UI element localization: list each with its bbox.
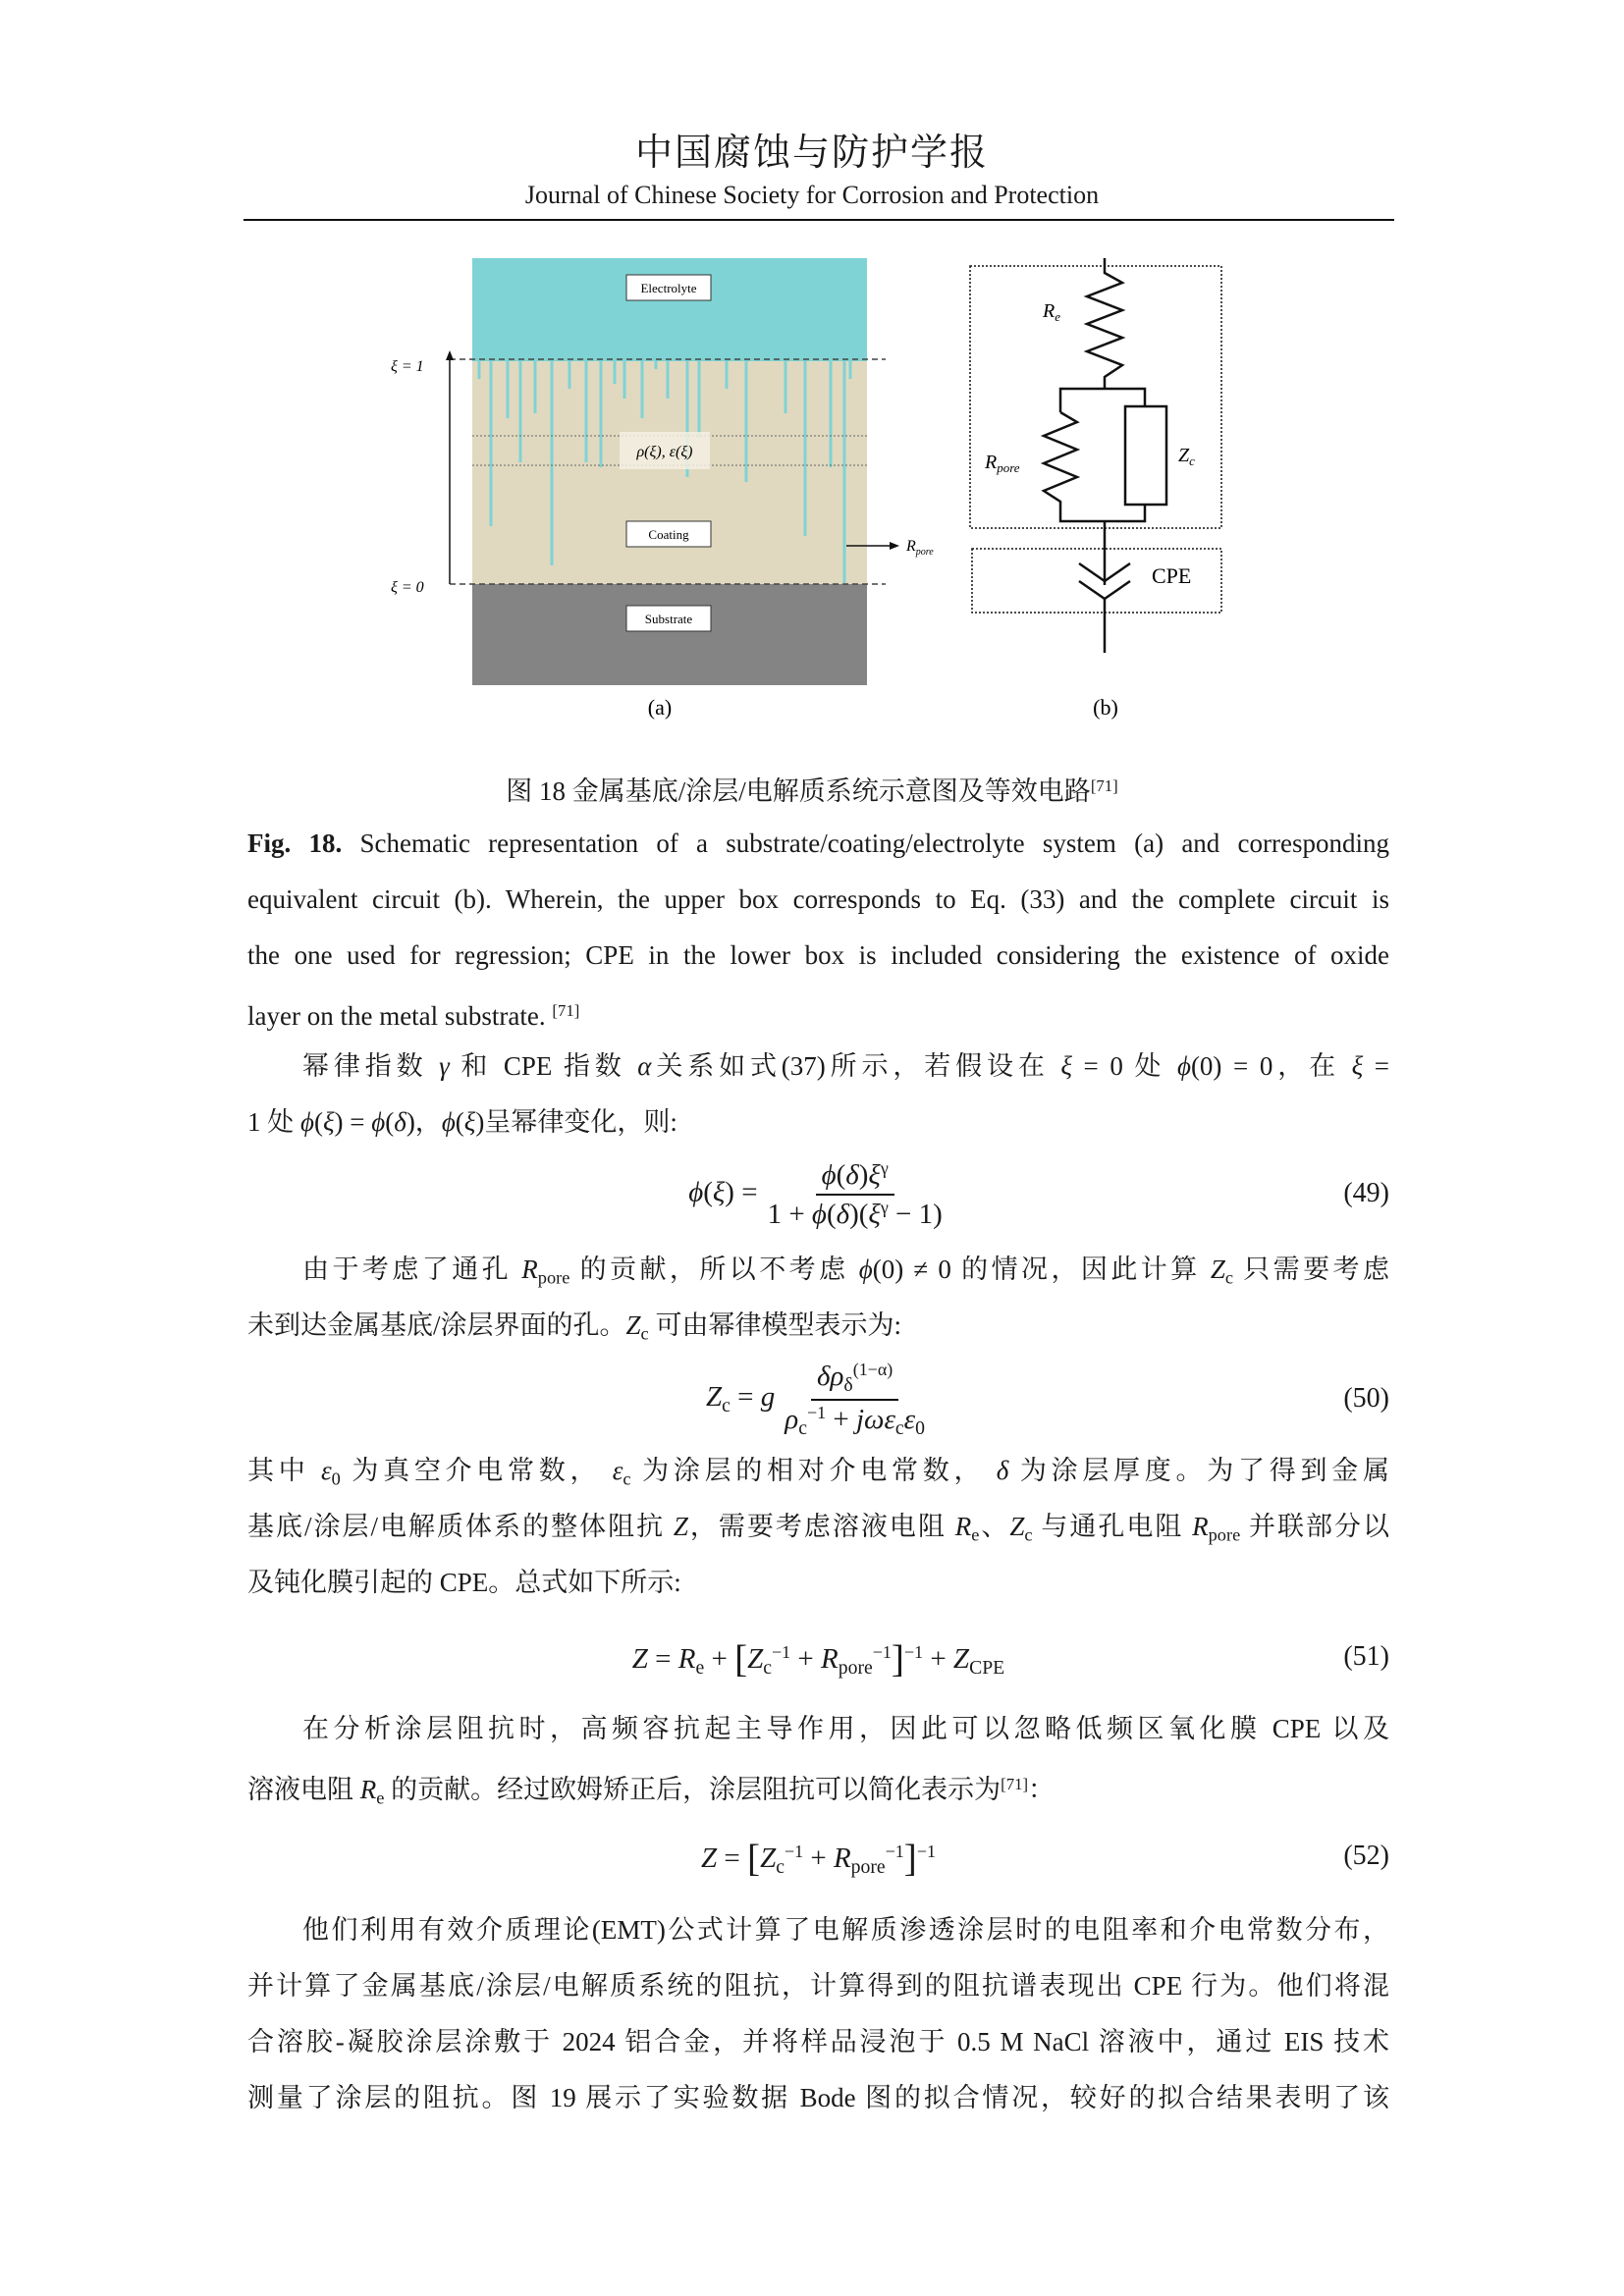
text-run: )， xyxy=(406,1107,442,1137)
paragraph-line xyxy=(247,1969,1389,2002)
math-symbol: ξ xyxy=(1060,1051,1072,1081)
superscript: (1−α) xyxy=(852,1360,893,1379)
subscript: c xyxy=(763,1657,773,1679)
rpore-label-b: $R_{pore}$ xyxy=(985,452,1020,475)
subscript: pore xyxy=(850,1856,886,1878)
paragraph-line xyxy=(247,1768,1389,1815)
subscript: 0 xyxy=(331,1468,341,1489)
figure-caption-en-line xyxy=(247,938,1389,972)
equation-lhs xyxy=(688,1177,757,1208)
equation-number: (51) xyxy=(1343,1641,1389,1672)
text-run: + xyxy=(923,1643,953,1676)
text-run: + xyxy=(826,1403,856,1435)
math-symbol: Z xyxy=(747,1643,764,1676)
subscript: e xyxy=(376,1788,385,1808)
math-symbol: ϕ xyxy=(300,1107,314,1137)
text-run: ( xyxy=(826,1198,837,1230)
math-symbol: R xyxy=(1192,1512,1209,1541)
text-run: 基底/涂层/电解质体系的整体阻抗 xyxy=(247,1512,674,1541)
math-symbol: Z xyxy=(1210,1255,1225,1284)
text-run: 可由幂律模型表示为: xyxy=(648,1310,901,1340)
paragraph-line xyxy=(247,2025,1389,2058)
panel-b-labels xyxy=(984,300,1195,720)
math-symbol: ξ xyxy=(868,1198,881,1230)
superscript: −1 xyxy=(772,1642,791,1663)
text-run: 其中 xyxy=(247,1456,321,1485)
math-symbol: ξ xyxy=(1351,1051,1364,1081)
math-symbol: δ xyxy=(845,1158,859,1191)
math-symbol: ϕ xyxy=(371,1107,386,1137)
math-symbol: Z xyxy=(952,1643,970,1676)
math-symbol: δ xyxy=(394,1107,406,1137)
text-run: − 1) xyxy=(888,1198,943,1230)
superscript: −1 xyxy=(806,1402,827,1422)
parallel-top xyxy=(1060,389,1145,412)
superscript: −1 xyxy=(784,1842,804,1862)
zc-element xyxy=(1125,406,1166,505)
bracket: [ xyxy=(734,1638,748,1681)
bracket: ] xyxy=(903,1838,917,1880)
subscript: 0 xyxy=(915,1416,925,1439)
math-symbol: ξ xyxy=(712,1176,726,1208)
math-symbol: Z xyxy=(625,1310,641,1340)
text-run: 由于考虑了通孔 xyxy=(302,1255,522,1284)
subscript: c xyxy=(1024,1524,1033,1545)
subscript: e xyxy=(695,1657,705,1679)
text-run: 并联部分以 xyxy=(1240,1512,1390,1541)
math-symbol: ε xyxy=(321,1456,332,1485)
text-run: 图 18 金属基底/涂层/电解质系统示意图及等效电路 xyxy=(506,776,1091,806)
paragraph-line xyxy=(247,1105,1389,1139)
text-run: 和 CPE 指数 xyxy=(449,1051,638,1081)
math-symbol: δρ xyxy=(817,1360,844,1392)
figure-caption-en-line xyxy=(247,827,1389,860)
superscript: γ xyxy=(880,1197,889,1217)
text-run: 与通孔电阻 xyxy=(1032,1512,1193,1541)
text-run: ) xyxy=(858,1158,869,1191)
denominator xyxy=(779,1401,931,1440)
math-symbol: Z xyxy=(706,1381,723,1414)
math-symbol: R xyxy=(677,1643,696,1676)
paragraph-line xyxy=(302,1712,1389,1745)
paragraph-line xyxy=(302,1913,1389,1947)
math-symbol: δ xyxy=(996,1456,1009,1485)
journal-title-en: Journal of Chinese Society for Corrosion and Protection xyxy=(524,181,1100,209)
superscript: −1 xyxy=(872,1642,892,1663)
math-symbol: jωε xyxy=(855,1403,895,1435)
math-symbol: α xyxy=(637,1051,652,1081)
math-symbol: ϕ xyxy=(821,1158,837,1191)
text-run: 为涂层厚度。为了得到金属 xyxy=(1008,1456,1390,1485)
text-run: 关系如式(37)所示，若假设在 xyxy=(651,1051,1061,1081)
paragraph-line xyxy=(247,1308,1389,1351)
text-run: ，需要考虑溶液电阻 xyxy=(687,1512,955,1541)
math-symbol: ϕ xyxy=(688,1176,704,1208)
text-run: )呈幂律变化，则: xyxy=(475,1107,677,1137)
subscript: c xyxy=(1224,1267,1234,1288)
equation-number: (52) xyxy=(1343,1841,1389,1871)
fraction xyxy=(762,1158,948,1231)
text-run: 的贡献，所以不考虑 xyxy=(569,1255,859,1284)
resistor-re xyxy=(1087,258,1122,389)
electrolyte-layer xyxy=(472,258,867,361)
superscript: [71] xyxy=(552,1001,580,1020)
text-run: 溶液电阻 xyxy=(247,1775,360,1805)
equation-lhs xyxy=(706,1381,776,1417)
subscript: pore xyxy=(1208,1524,1241,1545)
math-symbol: Z xyxy=(1009,1512,1025,1541)
cpe-label: CPE xyxy=(1152,563,1192,588)
zc-label: $Z_c$ xyxy=(1178,445,1195,468)
rpore-label-a: $R_{pore}$ xyxy=(906,538,934,558)
text-run: 他们利用有效介质理论(EMT)公式计算了电解质渗透涂层时的电阻率和介电常数分布， xyxy=(302,1915,1389,1945)
text-run: 为涂层的相对介电常数， xyxy=(630,1456,997,1485)
text-run: the one used for regression; CPE in the lower box is included considering the existence of oxide xyxy=(247,940,1389,970)
math-symbol: γ xyxy=(439,1051,450,1081)
text-run: 在分析涂层阻抗时，高频容抗起主导作用，因此可以忽略低频区氧化膜 CPE 以及 xyxy=(302,1714,1389,1743)
subscript: c xyxy=(623,1468,631,1489)
xi1-label: ξ = 1 xyxy=(391,358,424,375)
math-symbol: R xyxy=(821,1643,839,1676)
property-label: ρ(ξ), ε(ξ) xyxy=(636,444,693,460)
math-symbol: Z xyxy=(673,1512,688,1541)
paragraph-line xyxy=(247,1454,1389,1496)
paragraph-line xyxy=(302,1049,1389,1083)
superscript: [71] xyxy=(1090,775,1118,795)
subscript: e xyxy=(971,1524,980,1545)
bracket: ] xyxy=(891,1638,904,1681)
text-run: 及钝化膜引起的 CPE。总式如下所示: xyxy=(247,1568,681,1597)
panel-b-label: (b) xyxy=(1093,695,1118,720)
text-run: = xyxy=(730,1381,761,1414)
subscript: CPE xyxy=(969,1657,1005,1679)
math-symbol: ξ xyxy=(463,1107,476,1137)
text-run: ) = xyxy=(725,1176,758,1208)
math-symbol: δ xyxy=(836,1198,850,1230)
text-run: 只需要考虑 xyxy=(1233,1255,1390,1284)
panel-a-label: (a) xyxy=(647,695,673,720)
math-symbol: ξ xyxy=(868,1158,881,1191)
math-symbol: ε xyxy=(612,1456,623,1485)
arrow-head xyxy=(446,350,454,360)
superscript: γ xyxy=(880,1158,889,1178)
subscript: c xyxy=(798,1416,807,1439)
text-run: layer on the metal substrate. xyxy=(247,1001,553,1032)
math-symbol: ϕ xyxy=(811,1198,827,1230)
math-symbol: Z xyxy=(631,1643,648,1676)
text-run: ( xyxy=(703,1176,713,1208)
paragraph-line xyxy=(247,1566,1389,1599)
figure-caption-en-line xyxy=(247,882,1389,916)
coating-layer xyxy=(472,361,867,584)
text-run: ( xyxy=(313,1107,323,1137)
re-label: $R_e$ xyxy=(1043,300,1060,324)
math-symbol: R xyxy=(521,1255,538,1284)
equation-number: (50) xyxy=(1343,1383,1389,1414)
fraction xyxy=(779,1360,931,1440)
math-symbol: ϕ xyxy=(441,1107,456,1137)
text-run: = 0 处 xyxy=(1071,1051,1177,1081)
math-symbol: ϕ xyxy=(1176,1051,1191,1081)
text-run: 并计算了金属基底/涂层/电解质系统的阻抗，计算得到的阻抗谱表现出 CPE 行为。他们将混 xyxy=(247,1971,1389,2001)
text-run: ( xyxy=(836,1158,846,1191)
text-run: = xyxy=(1363,1051,1389,1081)
text-run: 1 + xyxy=(767,1198,812,1230)
text-run: 1 处 xyxy=(247,1107,300,1137)
superscript: −1 xyxy=(903,1642,924,1663)
text-run: + xyxy=(790,1643,822,1676)
text-run: ) = xyxy=(334,1107,372,1137)
subscript: c xyxy=(776,1856,785,1878)
bold-label: Fig. 18. xyxy=(247,828,343,858)
text-run: 测量了涂层的阻抗。图 19 展示了实验数据 Bode 图的拟合情况，较好的拟合结果表明了该 xyxy=(247,2083,1389,2112)
rpore-arrow-head xyxy=(890,542,899,550)
text-run: ： xyxy=(1028,1775,1056,1805)
subscript: c xyxy=(722,1395,731,1417)
text-run: equivalent circuit (b). Wherein, the upper box corresponds to Eq. (33) and the complete circuit is xyxy=(247,884,1389,914)
electrolyte-label: Electrolyte xyxy=(640,281,697,295)
text-run: + xyxy=(803,1842,834,1875)
math-symbol: ξ xyxy=(322,1107,335,1137)
substrate-label: Substrate xyxy=(644,612,693,626)
text-run: ( xyxy=(455,1107,464,1137)
text-run: (0) = 0，在 xyxy=(1190,1051,1352,1081)
figure-caption-en-line xyxy=(247,994,1389,1033)
paragraph-line xyxy=(302,1253,1389,1295)
numerator xyxy=(816,1158,894,1196)
superscript: [71] xyxy=(1001,1775,1029,1793)
subscript: c xyxy=(640,1323,649,1344)
math-symbol: ρ xyxy=(785,1403,799,1435)
subscript: pore xyxy=(537,1267,570,1288)
journal-title-zh: 中国腐蚀与防护学报 xyxy=(634,133,989,174)
superscript: −1 xyxy=(916,1842,936,1862)
text-run: 合溶胶-凝胶涂层涂敷于 2024 铝合金，并将样品浸泡于 0.5 M NaCl 溶液中，通过 EIS 技术 xyxy=(247,2027,1389,2056)
upper-dotted-box xyxy=(970,266,1221,528)
numerator xyxy=(811,1360,898,1401)
denominator xyxy=(762,1196,948,1231)
text-run: 的贡献。经过欧姆矫正后，涂层阻抗可以简化表示为 xyxy=(384,1775,1001,1805)
text-run: = xyxy=(717,1842,748,1875)
math-symbol: ε xyxy=(903,1403,916,1435)
text-run: )( xyxy=(849,1198,869,1230)
math-symbol: g xyxy=(760,1381,776,1414)
text-run: 、 xyxy=(979,1512,1010,1541)
figure-caption-zh xyxy=(0,770,1624,808)
subscript: pore xyxy=(838,1657,873,1679)
text-run: = xyxy=(647,1643,678,1676)
text-run: + xyxy=(704,1643,735,1676)
figure-18 xyxy=(0,0,1624,746)
paragraph-line xyxy=(247,2081,1389,2114)
math-symbol: R xyxy=(359,1775,377,1805)
bracket: [ xyxy=(747,1838,761,1880)
math-symbol: ϕ xyxy=(858,1255,873,1284)
subscript: c xyxy=(894,1416,904,1439)
panel-a-schematic xyxy=(391,258,934,720)
text-run: 为真空介电常数， xyxy=(340,1456,613,1485)
math-symbol: R xyxy=(833,1842,851,1875)
text-run: (0) ≠ 0 的情况，因此计算 xyxy=(872,1255,1211,1284)
subscript: δ xyxy=(843,1373,853,1396)
text-run: Schematic representation of a substrate/coating/electrolyte system (a) and corresponding xyxy=(342,828,1389,858)
equation-number: (49) xyxy=(1343,1178,1389,1208)
math-symbol: Z xyxy=(701,1842,718,1875)
text-run: 未到达金属基底/涂层界面的孔。 xyxy=(247,1310,626,1340)
math-symbol: R xyxy=(954,1512,972,1541)
math-symbol: Z xyxy=(760,1842,777,1875)
paragraph-line xyxy=(247,1510,1389,1552)
substrate-layer xyxy=(472,584,867,685)
coating-label: Coating xyxy=(648,527,689,542)
text-run: 幂律指数 xyxy=(302,1051,440,1081)
text-run: ( xyxy=(385,1107,395,1137)
superscript: −1 xyxy=(885,1842,904,1862)
xi0-label: ξ = 0 xyxy=(391,579,424,596)
